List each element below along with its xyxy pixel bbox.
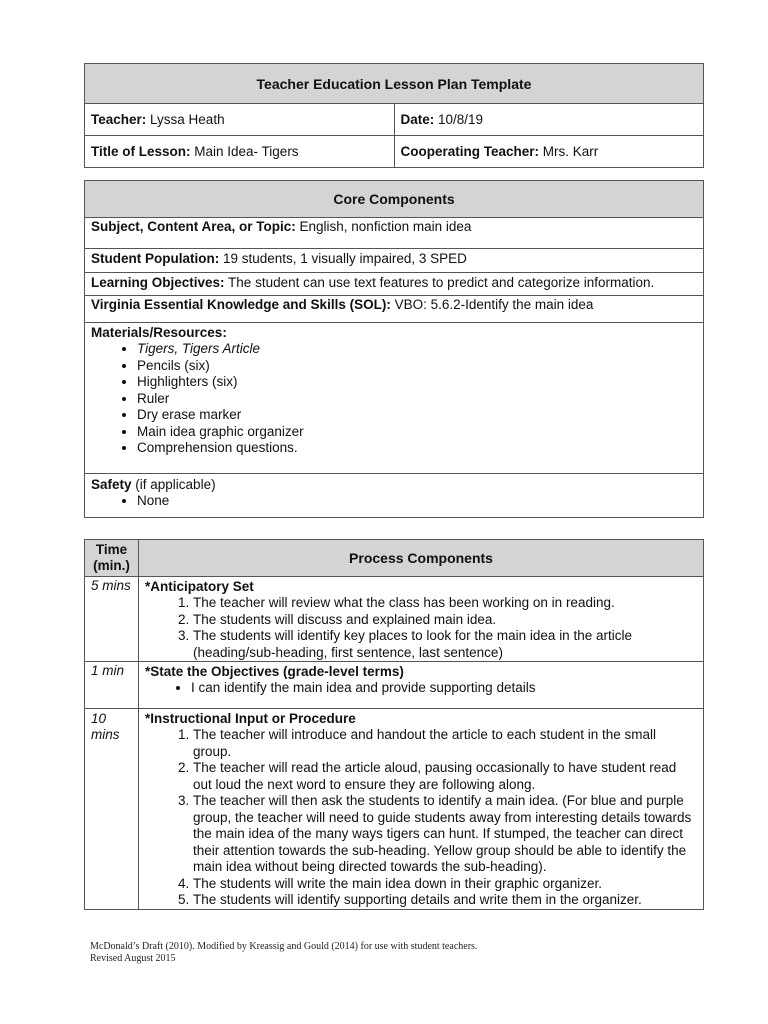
anticipatory-time: 5 mins	[85, 577, 139, 662]
sol-row	[85, 296, 704, 323]
instructional-steps	[145, 727, 697, 909]
objectives-time: 1 min	[85, 662, 139, 709]
list-item: • None	[137, 493, 697, 510]
list-item: • Highlighters (six)	[137, 374, 697, 391]
list-item: 3. The students will identify key places to look for the main idea in the article (heading/sub-heading, first sentence, last sentence)	[193, 628, 697, 661]
list-item: 2. The teacher will read the article aloud, pausing occasionally to have student read out loud the next word to ensure they are following along.	[193, 760, 697, 793]
template-title: Teacher Education Lesson Plan Template	[85, 64, 704, 104]
lesson-title-label: Title of Lesson:	[91, 144, 191, 159]
cooperating-teacher-value: Mrs. Karr	[539, 144, 599, 159]
list-item: 5. The students will identify supporting details and write them in the organizer.	[193, 892, 697, 909]
date-cell	[394, 104, 704, 136]
objectives-list	[145, 680, 697, 697]
page-footer	[90, 941, 477, 965]
teacher-value: Lyssa Heath	[146, 112, 225, 127]
instructional-cell	[139, 709, 704, 910]
list-item: 1. The teacher will review what the class has been working on in reading.	[193, 595, 697, 612]
anticipatory-heading: *Anticipatory Set	[145, 579, 254, 594]
safety-row	[85, 474, 704, 518]
list-item: • Dry erase marker	[137, 407, 697, 424]
date-label: Date:	[400, 112, 435, 127]
list-item: • Ruler	[137, 391, 697, 408]
anticipatory-cell	[139, 577, 704, 662]
footer-citation: McDonald’s Draft (2010). Modified by Kreassig and Gould (2014) for use with student teachers.	[90, 941, 478, 952]
core-components-header: Core Components	[85, 181, 704, 218]
materials-list	[91, 341, 697, 457]
process-components-table	[84, 539, 704, 910]
safety-list	[91, 493, 697, 510]
learning-objectives-value: The student can use text features to predict and categorize information.	[224, 275, 655, 290]
lesson-title-value: Main Idea- Tigers	[190, 144, 299, 159]
teacher-label: Teacher:	[91, 112, 147, 127]
materials-label: Materials/Resources:	[91, 325, 227, 340]
objectives-cell	[139, 662, 704, 709]
subject-label: Subject, Content Area, or Topic:	[91, 219, 296, 234]
instructional-heading: *Instructional Input or Procedure	[145, 711, 356, 726]
population-value: 19 students, 1 visually impaired, 3 SPED	[219, 251, 467, 266]
list-item: 1. The teacher will introduce and handout the article to each student in the small group.	[193, 727, 697, 760]
materials-row	[85, 323, 704, 474]
core-components-table	[84, 180, 704, 518]
learning-objectives-row	[85, 273, 704, 296]
cooperating-teacher-cell	[394, 136, 704, 168]
teacher-cell	[85, 104, 395, 136]
sol-label: Virginia Essential Knowledge and Skills (SOL):	[91, 297, 391, 312]
list-item: • Comprehension questions.	[137, 440, 697, 457]
subject-value: English, nonfiction main idea	[295, 219, 472, 234]
footer-revised: Revised August 2015	[90, 953, 176, 964]
list-item: 4. The students will write the main idea down in their graphic organizer.	[193, 876, 697, 893]
safety-note: (if applicable)	[131, 477, 216, 492]
population-row	[85, 249, 704, 273]
population-label: Student Population:	[91, 251, 220, 266]
header-table	[84, 63, 704, 168]
safety-label: Safety	[91, 477, 132, 492]
list-item: 3. The teacher will then ask the students to identify a main idea. (For blue and purple group, the teacher will need to guide students away from interesting details towards the main idea of the many ways tigers can hunt. If stumped, the teacher can direct their attention towards the sub-heading. Yellow group should be able to identify the main idea without being directed towards the sub-heading).	[193, 793, 697, 876]
list-item: • I can identify the main idea and provide supporting details	[191, 680, 697, 697]
lesson-title-cell	[85, 136, 395, 168]
learning-objectives-label: Learning Objectives:	[91, 275, 225, 290]
subject-row	[85, 218, 704, 249]
objectives-heading: *State the Objectives (grade-level terms)	[145, 664, 404, 679]
list-item: • Pencils (six)	[137, 358, 697, 375]
instructional-time: 10 mins	[85, 709, 139, 910]
list-item: • Tigers, Tigers Article	[137, 341, 697, 358]
sol-value: VBO: 5.6.2-Identify the main idea	[390, 297, 594, 312]
list-item: 2. The students will discuss and explained main idea.	[193, 612, 697, 629]
list-item: • Main idea graphic organizer	[137, 424, 697, 441]
process-components-header: Process Components	[139, 540, 704, 577]
time-header: Time (min.)	[85, 540, 139, 577]
cooperating-teacher-label: Cooperating Teacher:	[400, 144, 540, 159]
date-value: 10/8/19	[434, 112, 484, 127]
anticipatory-steps	[145, 595, 697, 661]
